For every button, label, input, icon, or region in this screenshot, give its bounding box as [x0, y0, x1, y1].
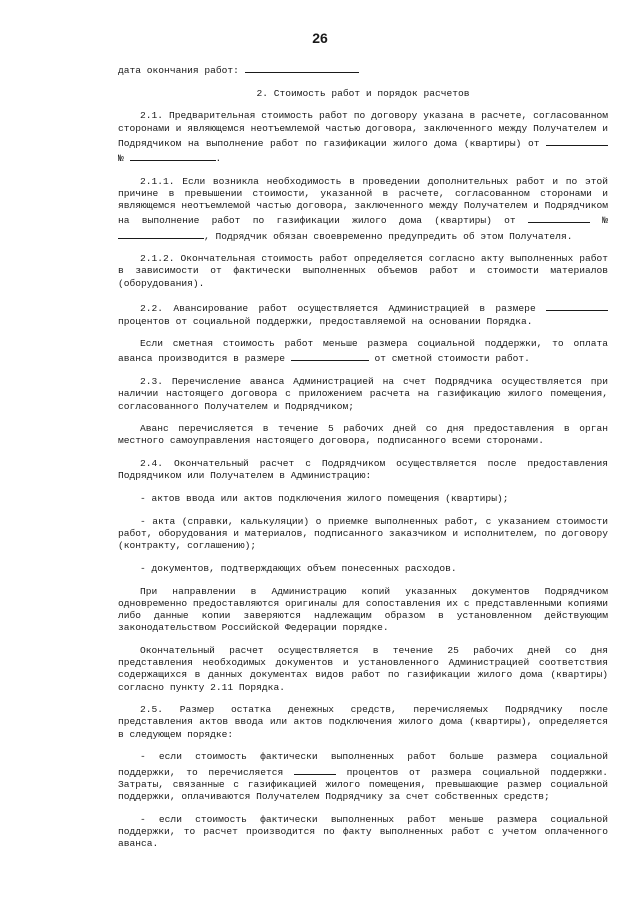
estimate-amount-blank: [291, 350, 369, 361]
clause-2-1-1-end: , Подрядчик обязан своевременно предупредить об этом Получателя.: [204, 230, 573, 242]
advance-paragraph: Аванс перечисляется в течение 5 рабочих дней со дня предоставления в орган местного самоуправления настоящего договора, подписанного всеми сторонами.: [118, 423, 608, 447]
clause-2-1-1-number-sign: №: [589, 215, 608, 227]
end-date-label: дата окончания работ:: [118, 65, 245, 76]
cost-greater-paragraph: [118, 751, 608, 803]
contract-number-blank-2: [118, 228, 204, 239]
contract-number-blank: [130, 150, 216, 161]
copies-paragraph: При направлении в Администрацию копий указанных документов Подрядчиком одновременно предоставляются оригиналы для сопоставления их с представленными копиями либо данные копии заверяются надлежащим образом в установленном действующим законодательством Российской Федерации порядке.: [118, 585, 608, 634]
clause-2-1-text: 2.1. Предварительная стоимость работ по договору указана в расчете, согласованном сторонами и являющемся неотъемлемой частью договора, заключенного между Получателем и Подрядчиком на выполнение работ по газификации жилого дома (квартиры) от: [118, 110, 608, 149]
list-item-acts: - актов ввода или актов подключения жилого помещения (квартиры);: [140, 493, 509, 505]
estimate-end: от сметной стоимости работ.: [368, 353, 530, 365]
document-body: [118, 62, 608, 861]
end-date-blank: [245, 62, 359, 73]
clause-2-2-end: процентов от социальной поддержки, предоставляемой на основании Порядка.: [118, 315, 533, 327]
advance-percent-blank: [546, 300, 608, 311]
clause-2-3: 2.3. Перечисление аванса Администрацией на счет Подрядчика осуществляется при наличии настоящего договора с приложением расчета на газификацию жилого помещения, согласованного Получателем и Подрядчиком;: [118, 376, 608, 412]
remainder-percent-blank: [294, 764, 336, 775]
section-title: 2. Стоимость работ и порядок расчетов: [256, 87, 470, 99]
clause-2-4: 2.4. Окончательный расчет с Подрядчиком осуществляется после предоставления Подрядчиком или Получателем в Администрацию:: [118, 458, 608, 482]
page-number: 26: [312, 30, 328, 46]
clause-2-1-number-sign: №: [118, 153, 130, 165]
cost-greater-end: процентов от размера социальной поддержки. Затраты, связанные с газификацией жилого помещения, превышающие размер социальной поддержки, оплачиваются Получателем Подрядчику за счет собственных средств;: [118, 766, 609, 802]
cost-greater-text: - если стоимость фактически выполненных работ больше размера социальной поддержки, то перечисляется: [118, 751, 608, 778]
list-item-acceptance-act: - акта (справки, калькуляции) о приемке выполненных работ, с указанием стоимости работ, оборудования и материалов, подписанного заказчиком и исполнителем, по договору (контракту, соглашению);: [118, 515, 608, 552]
end-date-line: [118, 62, 608, 77]
final-settlement-paragraph: Окончательный расчет осуществляется в течение 25 рабочих дней со дня представления необходимых документов и установленного Администрацией соответствия содержащихся в данных документах видов работ по газификации жилого дома (квартиры) согласно пункту 2.11 Порядка.: [118, 644, 608, 693]
clause-2-1-1: [118, 176, 608, 243]
clause-2-2: [118, 300, 608, 327]
estimate-paragraph: [118, 338, 608, 365]
clause-2-1-1-text: 2.1.1. Если возникла необходимость в проведении дополнительных работ и по этой причине в превышении стоимости, указанной в расчете, согласованном сторонами и являющемся неотъемлемой частью договора, заключенного между Получателем и Подрядчиком на выполнение работ по газификации жилого дома (квартиры) от: [118, 175, 608, 227]
list-item-expense-documents: - документов, подтверждающих объем понесенных расходов.: [140, 562, 457, 574]
clause-2-1-end: .: [215, 153, 222, 165]
estimate-text: Если сметная стоимость работ меньше размера социальной поддержки, то оплата аванса производится в размере: [118, 338, 608, 365]
clause-2-1: [118, 110, 608, 165]
cost-less-paragraph: - если стоимость фактически выполненных работ меньше размера социальной поддержки, то расчет производится по факту выполненных работ с учетом оплаченного аванса.: [118, 813, 608, 850]
clause-2-1-2: 2.1.2. Окончательная стоимость работ определяется согласно акту выполненных работ в зависимости от фактически выполненных объемов работ и стоимости материалов (оборудования).: [118, 253, 608, 289]
clause-2-5: 2.5. Размер остатка денежных средств, перечисляемых Подрядчику после представления актов ввода или актов подключения жилого дома (квартиры), определяется в следующем порядке:: [118, 704, 608, 740]
contract-date-blank: [546, 135, 608, 146]
clause-2-2-text: 2.2. Авансирование работ осуществляется Администрацией в размере: [140, 303, 546, 315]
contract-date-blank-2: [528, 212, 590, 223]
